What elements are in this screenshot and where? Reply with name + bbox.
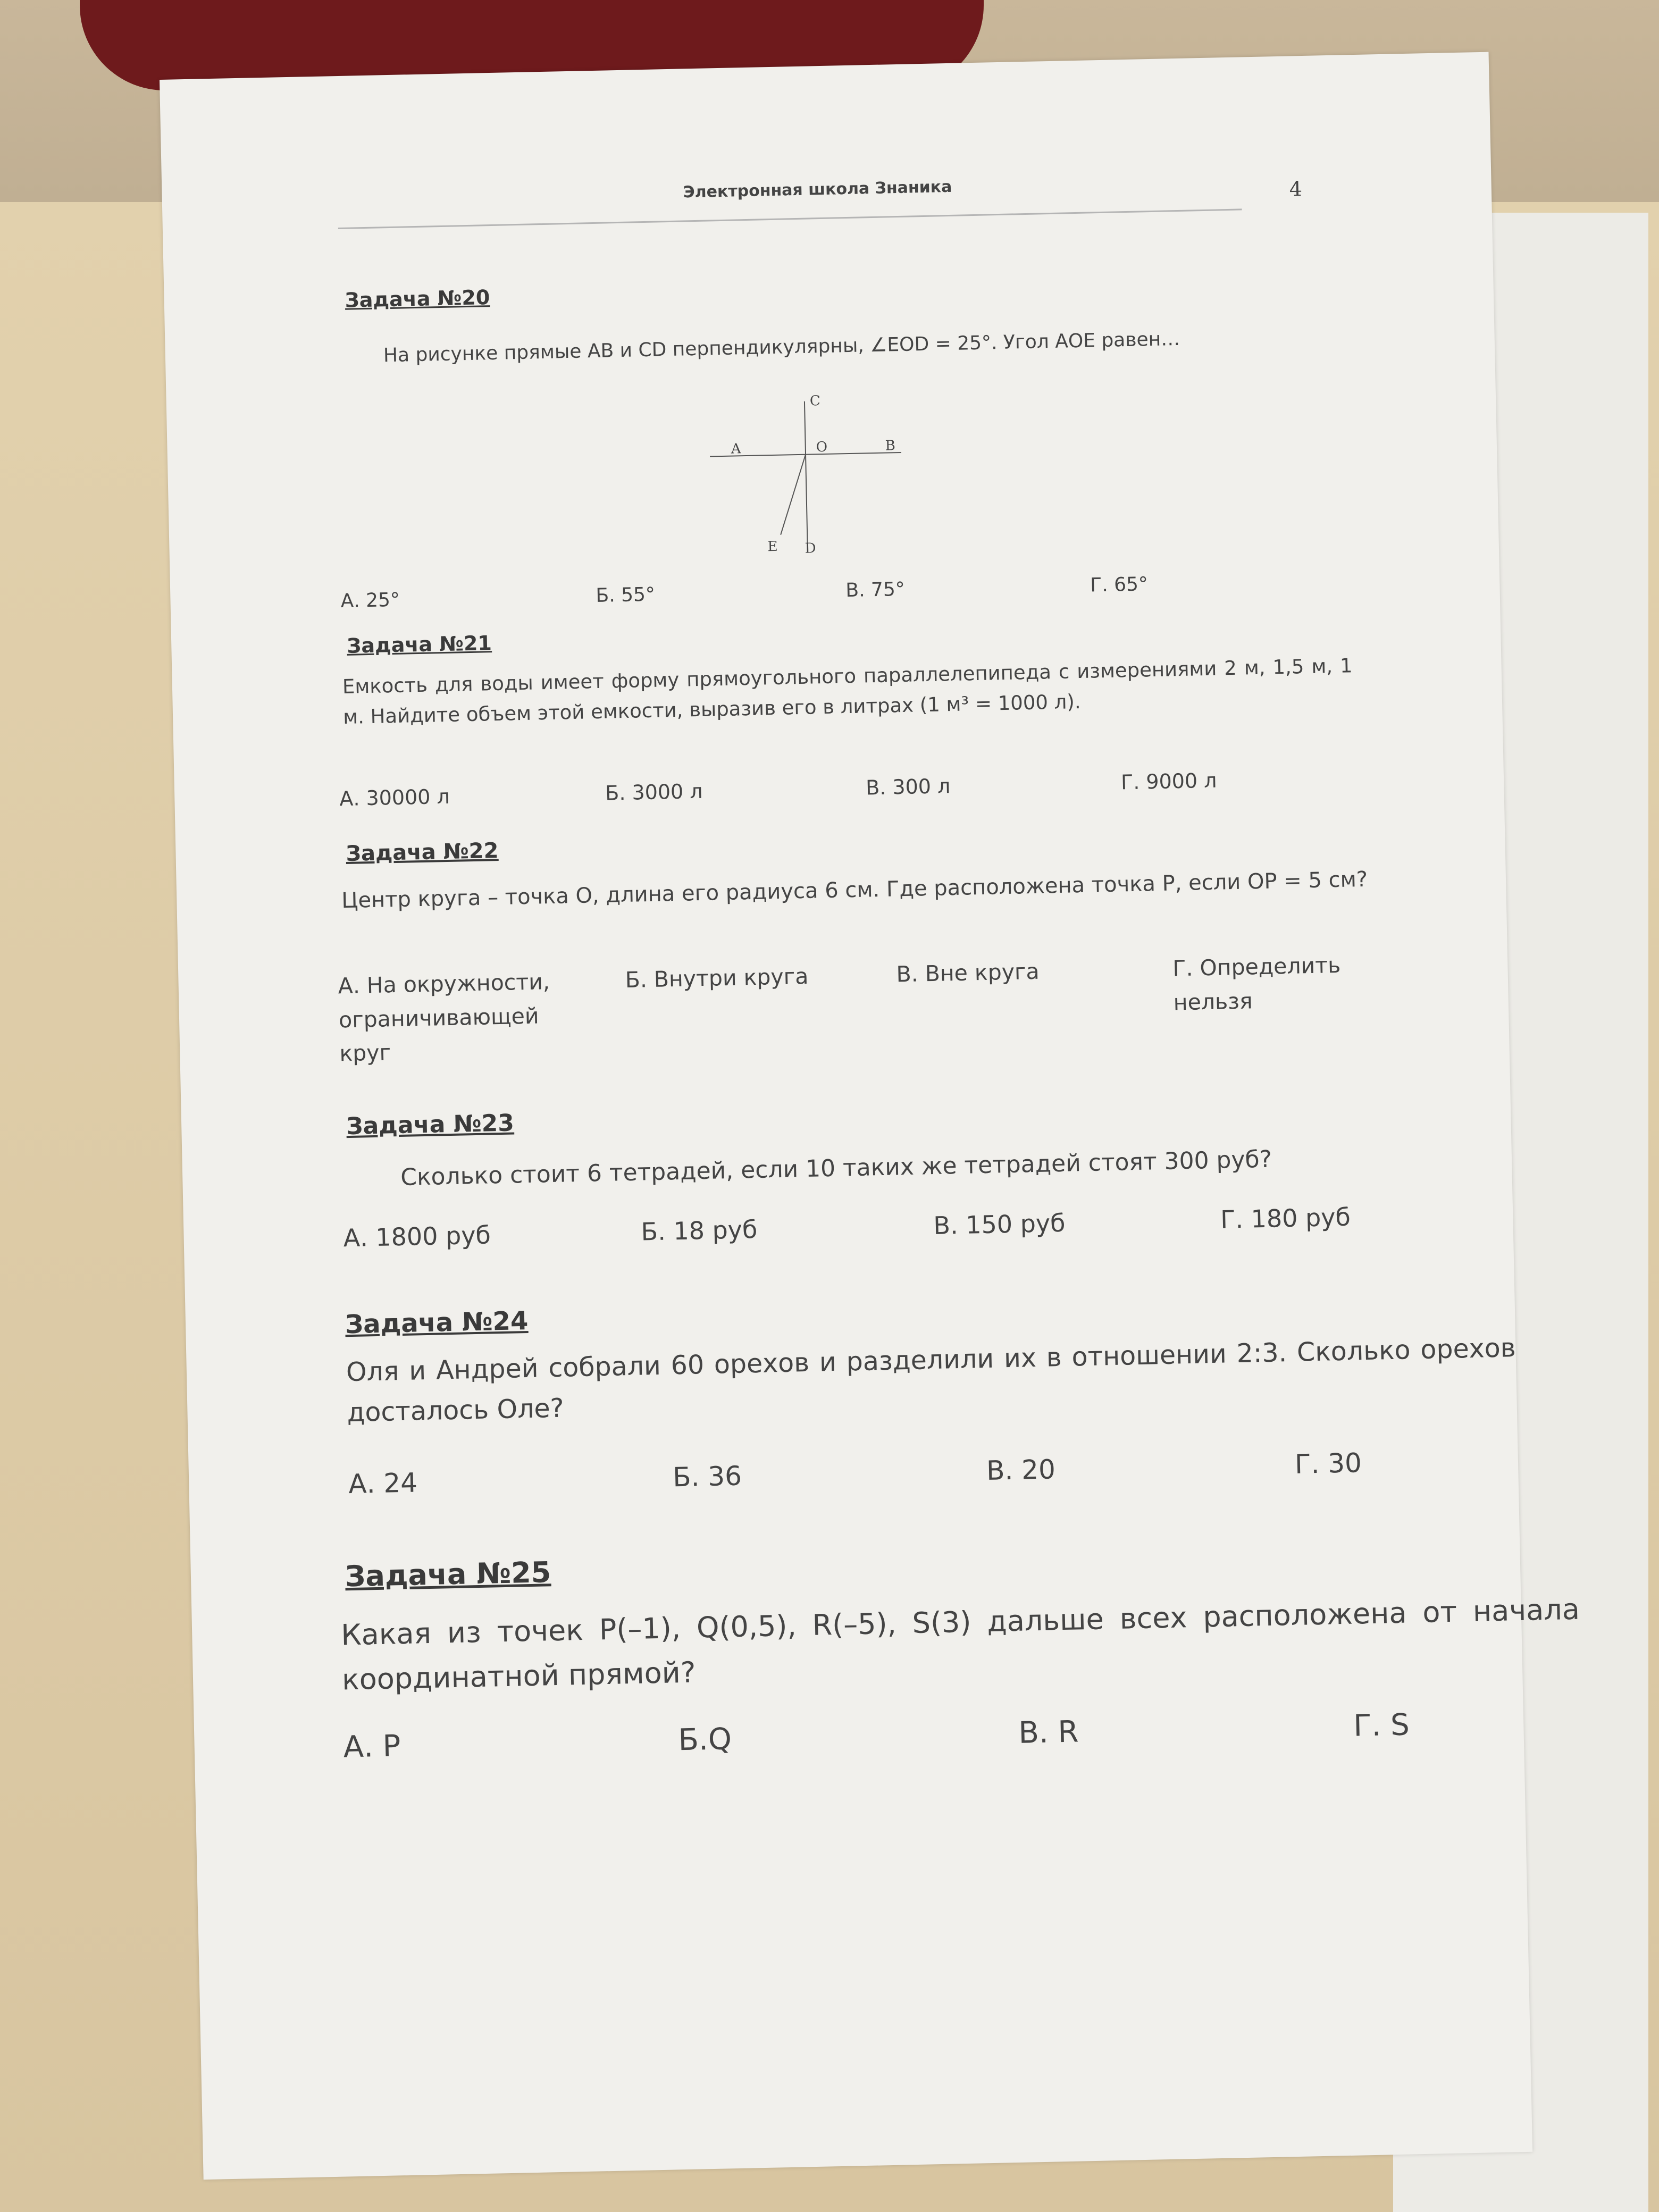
answer-options [330,565,1393,613]
option-c: В. 75° [845,578,906,602]
label-b: B [885,438,896,454]
option-b: Б. 18 руб [641,1214,758,1246]
label-o: O [816,439,828,456]
ray-oe [779,455,807,535]
option-a: А. На окружности, ограничивающей круг [338,969,550,1067]
task-question: Сколько стоит 6 тетрадей, если 10 таких же тетрадей стоят 300 руб? [400,1145,1272,1191]
option-b: Б. 36 [672,1460,742,1493]
option-a: А. 25° [340,589,400,613]
option-c: В. Вне круга [896,958,1040,987]
option-d: Г. 180 руб [1220,1202,1351,1234]
option-a: А. P [343,1729,401,1765]
option-b: Б. 3000 л [605,779,703,805]
option-d: Г. 9000 л [1120,768,1217,794]
task-title: Задача №22 [346,838,499,866]
answer-options [338,947,1401,1067]
task-question: Оля и Андрей собрали 60 орехов и разделили их в отношении 2:3. Сколько орехов досталось Оле? [346,1333,1516,1428]
option-b: Б. 55° [596,583,656,607]
task-20 [323,267,1387,613]
task-question: Какая из точек P(–1), Q(0,5), R(–5), S(3) дальше всех расположена от начала координатной прямой? [340,1592,1580,1697]
answer-options [348,1442,1412,1500]
option-a: А. 30000 л [339,784,450,811]
option-d: Г. S [1353,1707,1410,1744]
document-page [160,52,1580,2180]
option-d: Г. Определить нельзя [1172,952,1341,1015]
option-c: В. 20 [986,1454,1056,1486]
option-d: Г. 65° [1090,573,1149,597]
header-title: Электронная школа Знаника [683,177,952,202]
task-23 [341,1091,1404,1253]
option-c: В. 150 руб [933,1208,1066,1240]
task-24 [345,1287,1516,1500]
task-question: Емкость для воды имеет форму прямоугольного параллелепипеда с измерениями 2 м, 1,5 м, 1 м. Найдите объем этой емкости, выразив его в литрах (1 м³ = 1000 л). [342,654,1353,729]
task-21 [331,613,1394,811]
option-a: А. 24 [348,1467,418,1500]
task-title: Задача №25 [345,1555,551,1594]
answer-options [334,761,1397,811]
task-question: На рисунке прямые АВ и CD перпендикулярны, ∠EOD = 25°. Угол АОЕ равен… [383,328,1180,367]
option-d: Г. 30 [1294,1447,1362,1480]
task-25 [340,1537,1580,1765]
label-e: E [767,538,778,555]
option-b: Б.Q [677,1722,732,1758]
label-c: C [809,393,821,409]
label-d: D [805,540,816,557]
option-b: Б. Внутри круга [625,963,809,993]
answer-options [343,1702,1417,1765]
option-a: А. 1800 руб [343,1220,491,1253]
label-a: A [731,441,741,457]
task-title: Задача №21 [346,631,492,658]
task-question: Центр круга – точка О, длина его радиуса 6 см. Где расположена точка Р, если ОР = 5 см? [341,867,1368,914]
task-title: Задача №23 [346,1109,515,1141]
task-title: Задача №24 [345,1305,529,1340]
line-cd [805,401,808,545]
task-22 [335,820,1398,1067]
task-title: Задача №20 [345,286,490,312]
option-c: В. R [1018,1714,1079,1750]
option-c: В. 300 л [865,774,951,800]
page-number: 4 [1289,177,1303,201]
answer-options [343,1197,1406,1253]
page-header [337,171,1242,229]
perpendicular-lines-diagram [698,389,915,563]
